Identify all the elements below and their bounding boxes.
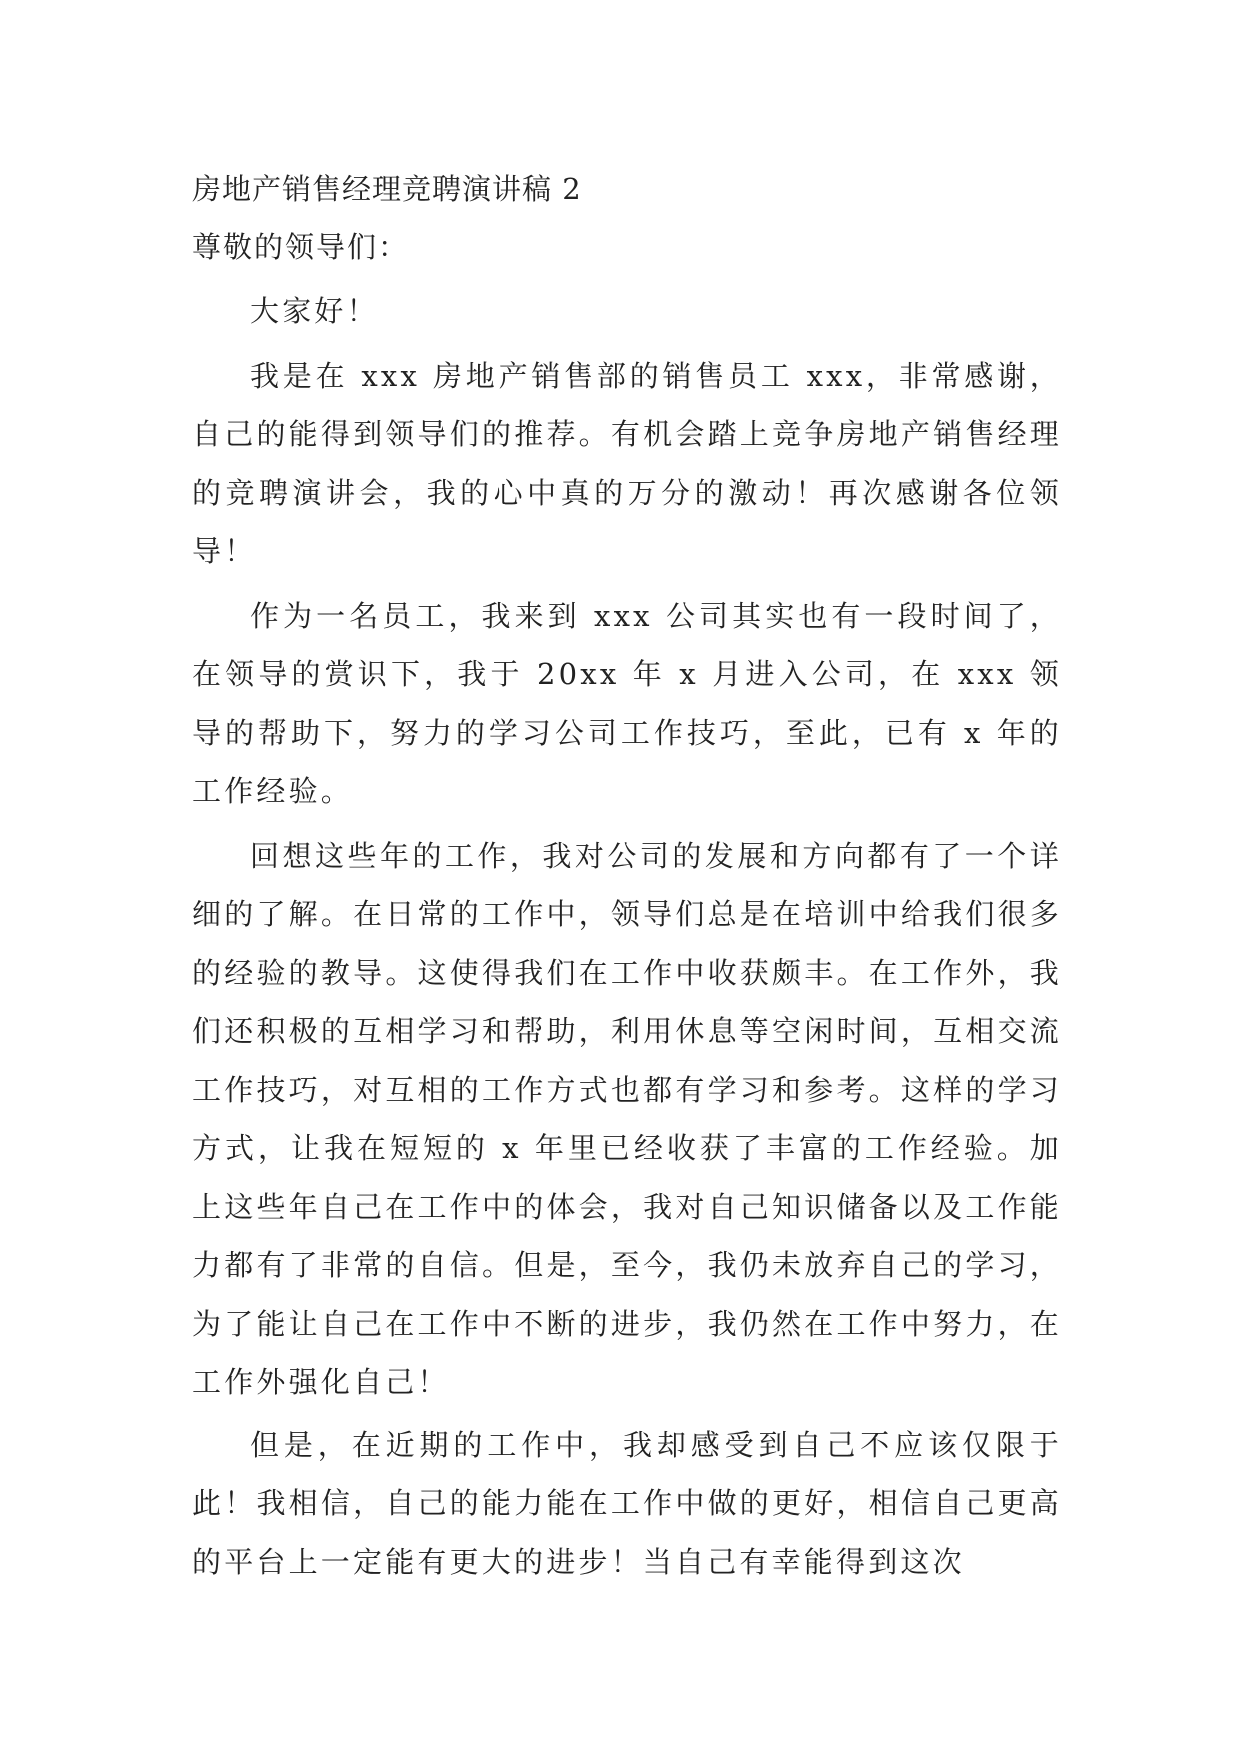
greeting: 大家好！ bbox=[250, 294, 379, 328]
paragraph-1: 我是在 xxx 房地产销售部的销售员工 xxx，非常感谢，自己的能得到领导们的推荐。有机会踏上竞争房地产销售经理的竞聘演讲会，我的心中真的万分的激动！再次感谢各位领导！ bbox=[192, 358, 1062, 568]
paragraph-4: 但是，在近期的工作中，我却感受到自己不应该仅限于此！我相信，自己的能力能在工作中做的更好，相信自己更高的平台上一定能有更大的进步！当自己有幸能得到这次 bbox=[192, 1427, 1062, 1579]
paragraph-3: 回想这些年的工作，我对公司的发展和方向都有了一个详细的了解。在日常的工作中，领导们总是在培训中给我们很多的经验的教导。这使得我们在工作中收获颇丰。在工作外，我们还积极的互相学习和帮助，利用休息等空闲时间，互相交流工作技巧，对互相的工作方式也都有学习和参考。这样的学习方式，让我在短短的 x 年里已经收获了丰富的工作经验。加上这些年自己在工作中的体会，我对自己知识储备以及工作能力都有了非常的自信。但是，至今，我仍未放弃自己的学习，为了能让自己在工作中不断的进步，我仍然在工作中努力，在工作外强化自己！ bbox=[192, 838, 1062, 1399]
document-body bbox=[192, 160, 1062, 1591]
salutation: 尊敬的领导们： bbox=[192, 230, 410, 264]
document-title: 房地产销售经理竞聘演讲稿 2 bbox=[192, 172, 582, 206]
paragraph-2: 作为一名员工，我来到 xxx 公司其实也有一段时间了，在领导的赏识下，我于 20xx 年 x 月进入公司，在 xxx 领导的帮助下，努力的学习公司工作技巧，至此，已有 x 年的工作经验。 bbox=[192, 598, 1062, 808]
